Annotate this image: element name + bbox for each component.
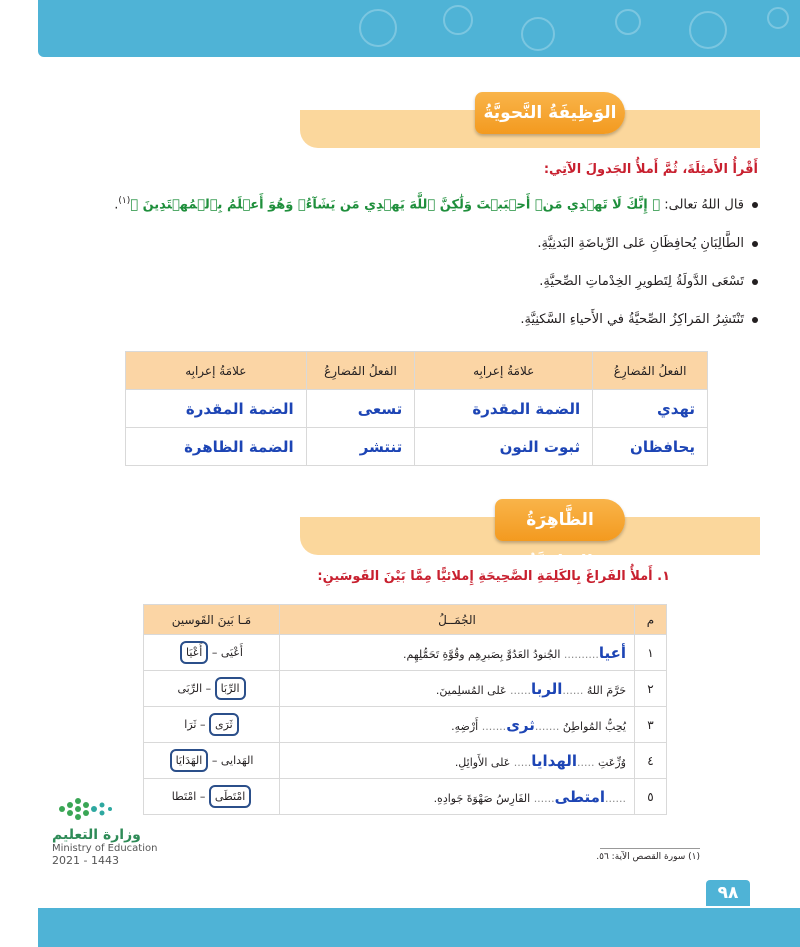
sentence-before: يُحِبُّ المُواطِنُ [562,719,626,733]
grammar-table [125,351,708,466]
footnote-divider [600,848,700,849]
answer-cell[interactable]: ثبوت النون [415,428,593,466]
row-number: ٤ [635,743,667,779]
option-b[interactable]: ثَرَا [184,718,197,731]
quran-verse: ﴿ إِنَّكَ لَا تَهۡدِي مَنۡ أَحۡبَبۡتَ وَلَٰكِنَّ ٱللَّهَ يَهۡدِي مَن يَشَآءُۚ وَهُوَ أَعۡلَمُ بِٱلۡمُهۡتَدِينَ ﴾ [130,197,661,213]
table-row [144,779,667,815]
sentence-after: أَرْضِهِ. [451,719,479,733]
verse-intro: قال اللهُ تعالى: [664,197,744,213]
blank-dots: ...... [533,791,555,805]
calligraphy-pattern-icon [338,0,798,57]
blank-dots: ..... [577,755,595,769]
sentence-after: الفَارِسُ صَهْوَةَ جَوادِهِ. [433,791,531,805]
blank-dots: .......... [563,647,599,661]
example-bullet-1: قال اللهُ تعالى: ﴿ إِنَّكَ لَا تَهۡدِي مَنۡ أَحۡبَبۡتَ وَلَٰكِنَّ ٱللَّهَ يَهۡدِي مَن يَشَآءُۚ وَهُوَ أَعۡلَمُ بِٱلۡمُهۡتَدِينَ ﴾$^{(١)}$. [114,196,758,212]
header-verb-1: الفعلُ المُضارِعُ [593,352,708,390]
answer-cell[interactable]: تسعى [306,390,415,428]
fill-answer[interactable]: أعيا [598,643,626,662]
option-selected-box[interactable]: امْتَطَى [209,785,251,808]
bottom-footer-band [38,908,800,947]
table-row [126,428,708,466]
bullet-dot-icon [752,279,758,285]
table-row [144,635,667,671]
options-cell: امْتَطَى – امْتَطا [144,779,280,815]
footnote: (١) سورة القصص الآية: ٥٦. [596,852,700,862]
bullet-dot-icon [752,241,758,247]
ministry-name-english: Ministry of Education [52,843,158,854]
sentence-before: وُزِّعَتِ [598,755,626,769]
table-header-row [126,352,708,390]
sentence-before: حَرَّمَ اللهُ [586,683,626,697]
table-row [126,390,708,428]
section-title-spelling: الظَّاهِرَةُ الإملائيَّةُ [495,499,625,541]
answer-cell[interactable]: الضمة المقدرة [126,390,307,428]
sentence-cell [280,707,635,743]
fill-answer[interactable]: ثرى [506,715,535,734]
sentence-after: الجُنودُ العَدُوَّ بِصَبرِهِم وقُوَّةِ تَحَمُّلِهِم. [403,647,561,661]
instruction-grammar: أَقْرأُ الأَمثِلَةَ، ثُمَّ أَملأُ الجَدولَ الآتِي: [543,162,758,177]
table-row [144,743,667,779]
spelling-table [143,604,667,815]
example-bullet-4 [520,312,758,327]
options-cell: الهَدايى – الهَدَايَا [144,743,280,779]
example-text-4: تَنْتَشِرُ المَراكِزُ الصِّحيَّةُ في الأَحياءِ السَّكنِيَّةِ. [520,312,744,327]
table-header-row [144,605,667,635]
options-cell: الرِّبَا – الرِّبَى [144,671,280,707]
blank-dots: ...... [605,791,626,805]
sentence-cell [280,779,635,815]
header-sign-1: علامَةُ إعرابِه [415,352,593,390]
row-number: ٢ [635,671,667,707]
sentence-cell [280,743,635,779]
option-selected-box[interactable]: الرِّبَا [215,677,246,700]
fill-answer[interactable]: امتطى [554,787,606,806]
section-title-grammar: الوَظِيفَةُ النَّحويَّةُ [475,92,625,134]
blank-dots: ...... [562,683,584,697]
top-header-band [38,0,800,57]
example-bullet-3 [539,274,758,289]
option-selected-box[interactable]: الهَدَايَا [170,749,209,772]
ministry-logo [52,795,172,867]
ministry-name-arabic: وزارة التعليم [52,827,141,843]
instruction-spelling: ١. أَملأُ الفَراغَ بِالكَلِمَةِ الصَّحِيحَةِ إِملائيًّا مِمَّا بَيْنَ القَوسَينِ: [317,569,670,584]
ministry-dots-icon [52,795,122,823]
blank-dots: ..... [513,755,532,769]
blank-dots: ...... [510,683,532,697]
table-row [144,707,667,743]
page-number: ٩٨ [706,880,750,906]
bullet-dot-icon [752,202,758,208]
example-bullet-2 [537,236,758,251]
answer-cell[interactable]: الضمة الظاهرة [126,428,307,466]
header-sentences: الجُمَــلُ [280,605,635,635]
sentence-after: عَلى الأَوائِلِ. [454,755,511,769]
blank-dots: ....... [534,719,560,733]
header-number: م [635,605,667,635]
answer-cell[interactable]: الضمة المقدرة [415,390,593,428]
sentence-cell [280,635,635,671]
option-b[interactable]: امْتَطا [171,790,197,803]
header-options: مَـا بَينَ القَوسين [144,605,280,635]
answer-cell[interactable]: تهدي [593,390,708,428]
answer-cell[interactable]: تنتشر [306,428,415,466]
option-a[interactable]: الهَدايى [220,754,254,767]
row-number: ١ [635,635,667,671]
option-b[interactable]: الرِّبَى [177,682,203,695]
example-text-3: تَسْعَى الدَّولَةُ لِتَطويرِ الخِدْماتِ الصِّحيَّةِ. [539,274,744,289]
bullet-dot-icon [752,317,758,323]
row-number: ٣ [635,707,667,743]
sentence-after: عَلى المُسلِمينَ. [435,683,507,697]
header-sign-2: علامَةُ إعرابِه [126,352,307,390]
fill-answer[interactable]: الربا [531,679,563,698]
edition-year: 2021 - 1443 [52,854,119,867]
blank-dots: ....... [481,719,507,733]
option-selected-box[interactable]: أَعْيَا [180,641,208,664]
table-row [144,671,667,707]
header-verb-2: الفعلُ المُضارِعُ [306,352,415,390]
fill-answer[interactable]: الهدايا [531,751,578,770]
option-a[interactable]: أَعْيَى [220,646,243,659]
sentence-cell [280,671,635,707]
options-cell: أَعْيَى – أَعْيَا [144,635,280,671]
answer-cell[interactable]: يحافظان [593,428,708,466]
options-cell: ثَرَى – ثَرَا [144,707,280,743]
option-selected-box[interactable]: ثَرَى [209,713,239,736]
row-number: ٥ [635,779,667,815]
example-text-2: الطَّالِبَانِ يُحافِظَانِ عَلى الرِّياضَةِ البَدنِيَّةِ. [537,236,744,251]
footnote-ref: (١) [118,196,131,206]
